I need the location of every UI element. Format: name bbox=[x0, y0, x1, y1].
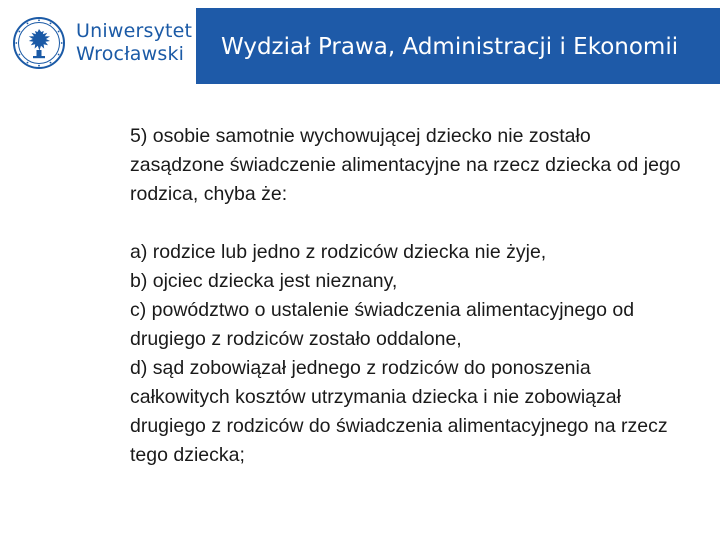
list-item-a: a) rodzice lub jedno z rodziców dziecka nie żyje, bbox=[130, 241, 547, 263]
university-seal-icon bbox=[12, 16, 66, 70]
list-item-d: d) sąd zobowiązał jednego z rodziców do ponoszenia całkowitych kosztów utrzymania dziecka i nie zobowiązał drugiego z rodziców do świadczenia alimentacyjnego na rzecz tego dziecka; bbox=[130, 357, 668, 466]
title-bar bbox=[196, 8, 720, 84]
list-item-b: b) ojciec dziecka jest nieznany, bbox=[130, 270, 398, 292]
slide-title: Wydział Prawa, Administracji i Ekonomii bbox=[221, 34, 679, 60]
logo-line-1: Uniwersytet bbox=[76, 20, 193, 42]
logo-line-2: Wrocławski bbox=[76, 43, 185, 65]
slide-content bbox=[130, 122, 690, 470]
university-logo bbox=[12, 16, 192, 74]
university-wordmark bbox=[76, 20, 192, 66]
list-item-c: c) powództwo o ustalenie świadczenia alimentacyjnego od drugiego z rodziców zostało oddalone, bbox=[130, 299, 635, 350]
intro-paragraph: 5) osobie samotnie wychowującej dziecko nie zostało zasądzone świadczenie alimentacyjne na rzecz dziecka od jego rodzica, chyba że: bbox=[130, 125, 681, 205]
